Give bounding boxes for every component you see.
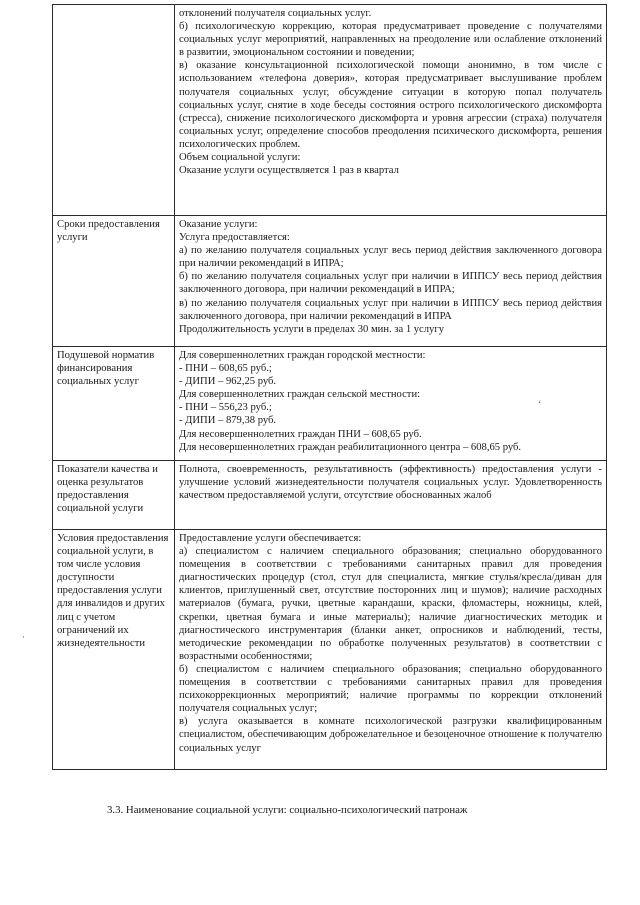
content-line: в) услуга оказывается в комнате психологической разгрузки квалифицированным специалистом, обеспечивающим доброжелательное и безоценочное отношение к получателю социальных услуг xyxy=(179,716,602,754)
content-line: б) психологическую коррекцию, которая предусматривает проведение с получателями социальных услуг мероприятий, направленных на преодоление или ослабление отклонений в развитии, эмоциональном состоянии и поведении; xyxy=(179,21,602,59)
content-line: а) по желанию получателя социальных услуг весь период действия заключенного договора при наличии рекомендаций в ИПРА; xyxy=(179,245,602,270)
content-line: в) оказание консультационной психологической помощи анонимно, в том числе с использованием «телефона доверия», которая предусматривает выслушивание проблем получателя социальных услуг, обсуждение ситуации в которую попал получатель социальных услуг, снятие в ходе беседы состояния острого психологического дискомфорта (стресса), снижение психологического дискомфорта и уровня агрессии (страха) получателя социальных услуг, определение способов преодоления психического дискомфорта, решения психологических проблем. xyxy=(179,60,602,150)
row-content xyxy=(175,5,607,216)
row-label: Показатели качества и оценка результатов предоставления социальной услуги xyxy=(53,461,175,530)
content-line: Для совершеннолетних граждан городской местности: xyxy=(179,350,426,361)
service-table xyxy=(52,4,607,770)
table-row xyxy=(53,530,607,770)
content-line: Предоставление услуги обеспечивается: xyxy=(179,533,362,544)
content-line: - ПНИ – 608,65 руб.; xyxy=(179,363,272,375)
content-line: Оказание услуги: xyxy=(179,219,258,230)
content-line: Услуга предоставляется: xyxy=(179,232,290,244)
content-line: Оказание услуги осуществляется 1 раз в квартал xyxy=(179,165,399,177)
content-line: - ДИПИ – 962,25 руб. xyxy=(179,376,277,388)
content-line: Для совершеннолетних граждан сельской местности: xyxy=(179,389,421,401)
content-line: а) специалистом с наличием специального образования; специально оборудованного помещения в соответствии с требованиями санитарных правил для проведения диагностических процедур (стол, стул для специалиста, мягкие стулья/кресла/диван для клиентов, приглушенный свет, отсутствие посторонних лиц и шумов); наличие расходных материалов (бумага, ручки, цветные карандаши, краски, фломастеры, ножницы, клей, скрепки, цветная бумага и иные материалы); наличие диагностических методик и диагностического инструментария (бланки анкет, опросников и наблюдений, тесты, методические рекомендации по обработке полученных результатов) в соответствии с возрастными особенностями; xyxy=(179,546,602,662)
content-line: б) специалистом с наличием специального образования; специально оборудованного помещения в соответствии с требованиями санитарных правил для проведения психокоррекционных мероприятий; наличие программы по коррекции отклонений получателя социальных услуг; xyxy=(179,663,602,715)
row-content xyxy=(175,216,607,347)
row-label: Сроки предоставления услуги xyxy=(53,216,175,347)
content-line: отклонений получателя социальных услуг. xyxy=(179,8,372,19)
table-row xyxy=(53,461,607,530)
row-label: Условия предоставления социальной услуги, в том числе условия доступности предоставления услуги для инвалидов и других лиц с учетом ограничений их жизнедеятельности xyxy=(53,530,175,770)
section-heading: 3.3. Наименование социальной услуги: социально-психологический патронаж xyxy=(107,804,468,816)
scan-mark: ‘ xyxy=(538,399,541,409)
content-line: Для несовершеннолетних граждан реабилитационного центра – 608,65 руб. xyxy=(179,441,522,453)
content-line: Продолжительность услуги в пределах 30 мин. за 1 услугу xyxy=(179,323,444,335)
table-row xyxy=(53,5,607,216)
content-line: - ДИПИ – 879,38 руб. xyxy=(179,415,277,427)
row-content xyxy=(175,530,607,770)
content-line: Полнота, своевременность, результативность (эффективность) предоставления услуги - улучшение условий жизнедеятельности получателя социальных услуг. Удовлетворенность качеством предоставляемой услуги, отсутствие обоснованных жалоб xyxy=(179,464,602,502)
row-label xyxy=(53,5,175,216)
table-row xyxy=(53,216,607,347)
row-content xyxy=(175,461,607,530)
row-label: Подушевой норматив финансирования социальных услуг xyxy=(53,347,175,461)
content-line: - ПНИ – 556,23 руб.; xyxy=(179,402,272,414)
row-content xyxy=(175,347,607,461)
scan-mark: · xyxy=(22,632,25,642)
content-line: Объем социальной услуги: xyxy=(179,152,301,164)
content-line: в) по желанию получателя социальных услуг при наличии в ИППСУ весь период действия заключенного договора, при наличии рекомендаций в ИПРА xyxy=(179,297,602,322)
content-line: Для несовершеннолетних граждан ПНИ – 608,65 руб. xyxy=(179,428,422,440)
table-row xyxy=(53,347,607,461)
content-line: б) по желанию получателя социальных услуг при наличии в ИППСУ весь период действия заключенного договора, при наличии рекомендаций в ИПРА; xyxy=(179,271,602,296)
